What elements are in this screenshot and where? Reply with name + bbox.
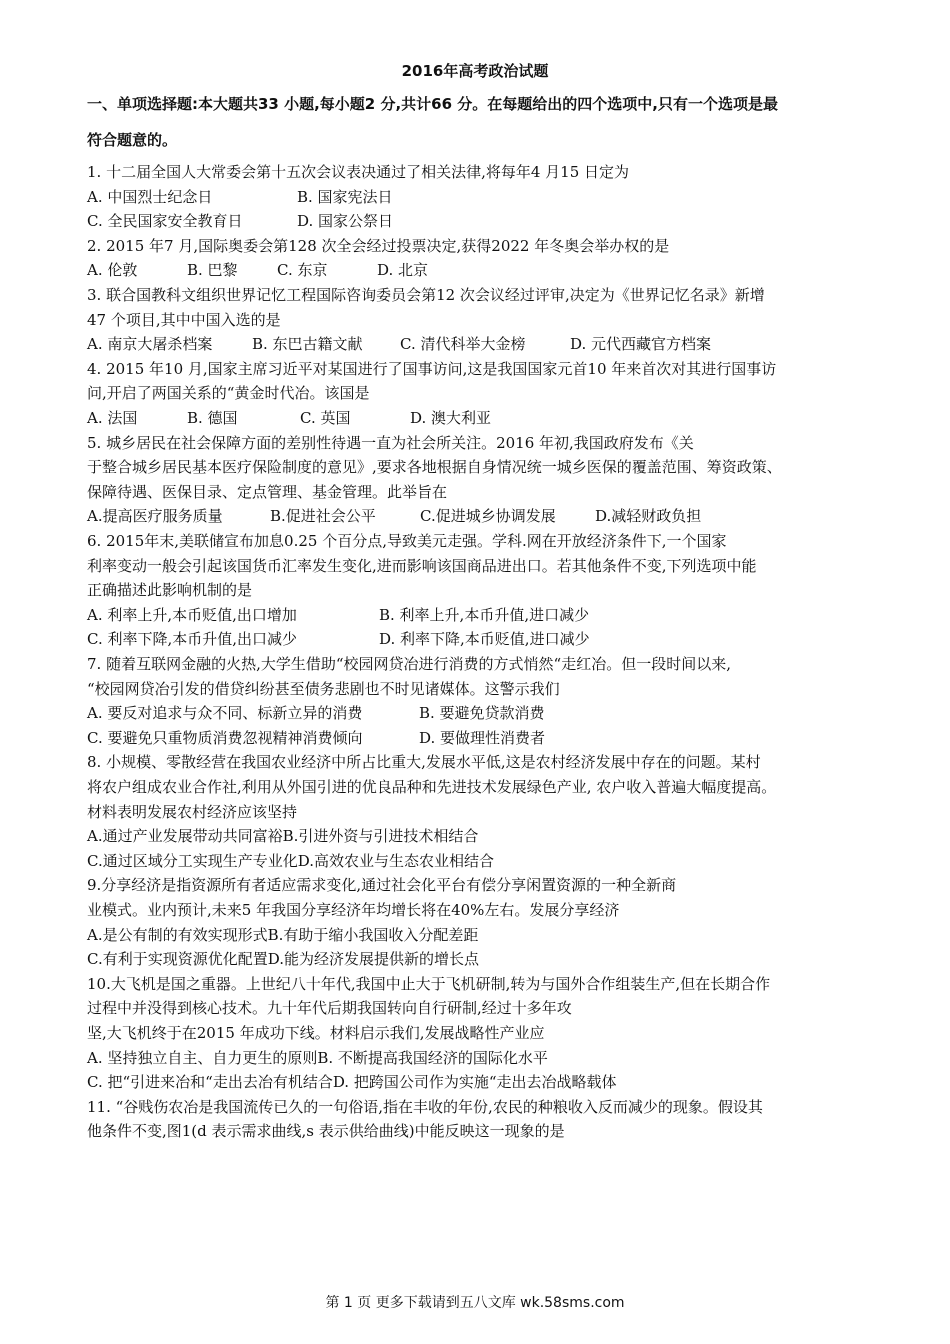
option-row xyxy=(87,702,877,724)
text-line: 于整合城乡居民基本医疗保险制度的意见》,要求各地根据自身情况统一城乡医保的覆盖范围、筹资政策、 xyxy=(87,458,782,477)
answer-option: D.减轻财政负担 xyxy=(595,507,702,526)
text-line: 业模式。业内预计,未来5 年我国分享经济年均增长将在40%左右。发展分享经济 xyxy=(87,901,620,919)
answer-option: C. 全民国家安全教育日 xyxy=(87,212,243,231)
text-line: 6. 2015年末,美联储宣布加息0.25 个百分点,导致美元走强。学科.网在开放经济条件下,一个国家 xyxy=(87,532,727,550)
text-line: 正确描述此影响机制的是 xyxy=(87,581,253,600)
answer-option: B. 要避免贷款消费 xyxy=(419,704,545,723)
option-row xyxy=(87,628,877,650)
answer-option: D. 国家公祭日 xyxy=(297,212,394,231)
page-footer: 第 1 页 更多下载请到五八文库 wk.58sms.com xyxy=(325,1295,625,1311)
answer-option: A. 利率上升,本币贬值,出口增加 xyxy=(87,605,297,624)
text-line: 4. 2015 年10 月,国家主席习近平对某国进行了国事访问,这是我国国家元首10 年来首次对其进行国事访 xyxy=(87,359,777,378)
answer-option: B.促进社会公平 xyxy=(270,507,376,526)
text-line: 问,开启了两国关系的“黄金时代冶。该国是 xyxy=(87,384,370,403)
option-row xyxy=(87,727,877,749)
text-line: 8. 小规模、零散经营在我国农业经济中所占比重大,发展水平低,这是农村经济发展中存在的问题。某村 xyxy=(87,753,761,772)
answer-option: C. 英国 xyxy=(300,409,351,427)
answer-option: D. 澳大利亚 xyxy=(410,409,492,427)
section-heading-line-1: 一、单项选择题:本大题共33 小题,每小题2 分,共计66 分。在每题给出的四个选项中,只有一个选项是最 xyxy=(87,95,778,113)
text-line: 1. 十二届全国人大常委会第十五次会议表决通过了相关法律,将每年4 月15 日定为 xyxy=(87,163,630,181)
answer-option: C.促进城乡协调发展 xyxy=(420,507,556,526)
text-line: C.通过区域分工实现生产专业化D.高效农业与生态农业相结合 xyxy=(87,851,494,870)
answer-option: C. 要避免只重物质消费忽视精神消费倾向 xyxy=(87,728,363,747)
answer-option: A. 法国 xyxy=(87,409,138,427)
answer-option: A. 要反对追求与众不同、标新立异的消费 xyxy=(87,704,363,723)
answer-option: D. 利率下降,本币贬值,进口减少 xyxy=(379,630,590,649)
text-line: C.有利于实现资源优化配置D.能为经济发展提供新的增长点 xyxy=(87,950,479,969)
answer-option: D. 要做理性消费者 xyxy=(419,728,546,747)
answer-option: A. 中国烈士纪念日 xyxy=(87,187,213,206)
text-line: 10.大飞机是国之重器。上世纪八十年代,我国中止大于飞机研制,转为与国外合作组装生产,但在长期合作 xyxy=(87,974,771,993)
option-row xyxy=(87,186,877,208)
answer-option: C. 利率下降,本币升值,出口减少 xyxy=(87,630,298,649)
page-title: 2016年高考政治试题 xyxy=(401,62,549,80)
answer-option: A. 南京大屠杀档案 xyxy=(87,335,213,354)
option-row xyxy=(87,259,877,281)
answer-option: B. 东巴古籍文献 xyxy=(252,335,363,354)
text-line: 7. 随着互联网金融的火热,大学生借助“校园网贷冶进行消费的方式悄然“走红冶。但一段时间以来, xyxy=(87,655,731,673)
answer-option: C. 东京 xyxy=(277,261,328,280)
section-heading-line-2: 符合题意的。 xyxy=(87,131,178,149)
text-line: 2. 2015 年7 月,国际奥委会第128 次全会经过投票决定,获得2022 年冬奥会举办权的是 xyxy=(87,236,670,255)
option-row xyxy=(87,505,877,527)
text-line: 利率变动一般会引起该国货币汇率发生变化,进而影响该国商品进出口。若其他条件不变,下列选项中能 xyxy=(87,556,757,575)
text-line: 47 个项目,其中中国入选的是 xyxy=(87,310,281,329)
answer-option: B. 巴黎 xyxy=(187,261,238,280)
answer-option: B. 利率上升,本币升值,进口减少 xyxy=(379,605,590,624)
answer-option: B. 德国 xyxy=(187,409,238,427)
option-row xyxy=(87,407,877,429)
text-line: 3. 联合国教科文组织世界记忆工程国际咨询委员会第12 次会议经过评审,决定为《世界记忆名录》新增 xyxy=(87,286,765,304)
text-line: 将农户组成农业合作社,利用从外国引进的优良品种和先进技术发展绿色产业, 农户收入普遍大幅度提高。 xyxy=(87,778,777,796)
text-line: 他条件不变,图1(d 表示需求曲线,s 表示供给曲线)中能反映这一现象的是 xyxy=(87,1122,565,1141)
answer-option: C. 清代科举大金榜 xyxy=(400,335,526,354)
text-line: 过程中并没得到核心技术。九十年代后期我国转向自行研制,经过十多年攻 xyxy=(87,999,572,1018)
text-line: A.通过产业发展带动共同富裕B.引进外资与引进技术相结合 xyxy=(87,827,479,846)
option-row xyxy=(87,333,877,355)
answer-option: D. 元代西藏官方档案 xyxy=(570,335,712,354)
text-line: C. 把“引进来冶和“走出去冶有机结合D. 把跨国公司作为实施“走出去冶战略载体 xyxy=(87,1073,617,1092)
text-line: A.是公有制的有效实现形式B.有助于缩小我国收入分配差距 xyxy=(87,925,479,944)
text-line: 保障待遇、医保目录、定点管理、基金管理。此举旨在 xyxy=(87,482,448,501)
answer-option: D. 北京 xyxy=(377,261,429,280)
answer-option: A.提高医疗服务质量 xyxy=(87,507,223,526)
text-line: 9.分享经济是指资源所有者适应需求变化,通过社会化平台有偿分享闲置资源的一种全新商 xyxy=(87,876,677,895)
text-line: 材料表明发展农村经济应该坚持 xyxy=(87,802,298,821)
option-row xyxy=(87,210,877,232)
text-line: 11. “谷贱伤农冶是我国流传已久的一句俗语,指在丰收的年份,农民的种粮收入反而减少的现象。假设其 xyxy=(87,1097,763,1116)
text-line: 5. 城乡居民在社会保障方面的差别性待遇一直为社会所关注。2016 年初,我国政府发布《关 xyxy=(87,433,694,452)
text-line: 坚,大飞机终于在2015 年成功下线。材料启示我们,发展战略性产业应 xyxy=(87,1024,545,1042)
option-row xyxy=(87,604,877,626)
answer-option: B. 国家宪法日 xyxy=(297,187,393,206)
text-line: “校园网贷冶引发的借贷纠纷甚至债务悲剧也不时见诸媒体。这警示我们 xyxy=(87,679,560,698)
text-line: A. 坚持独立自主、自力更生的原则B. 不断提高我国经济的国际化水平 xyxy=(87,1048,548,1067)
answer-option: A. 伦敦 xyxy=(87,261,138,280)
